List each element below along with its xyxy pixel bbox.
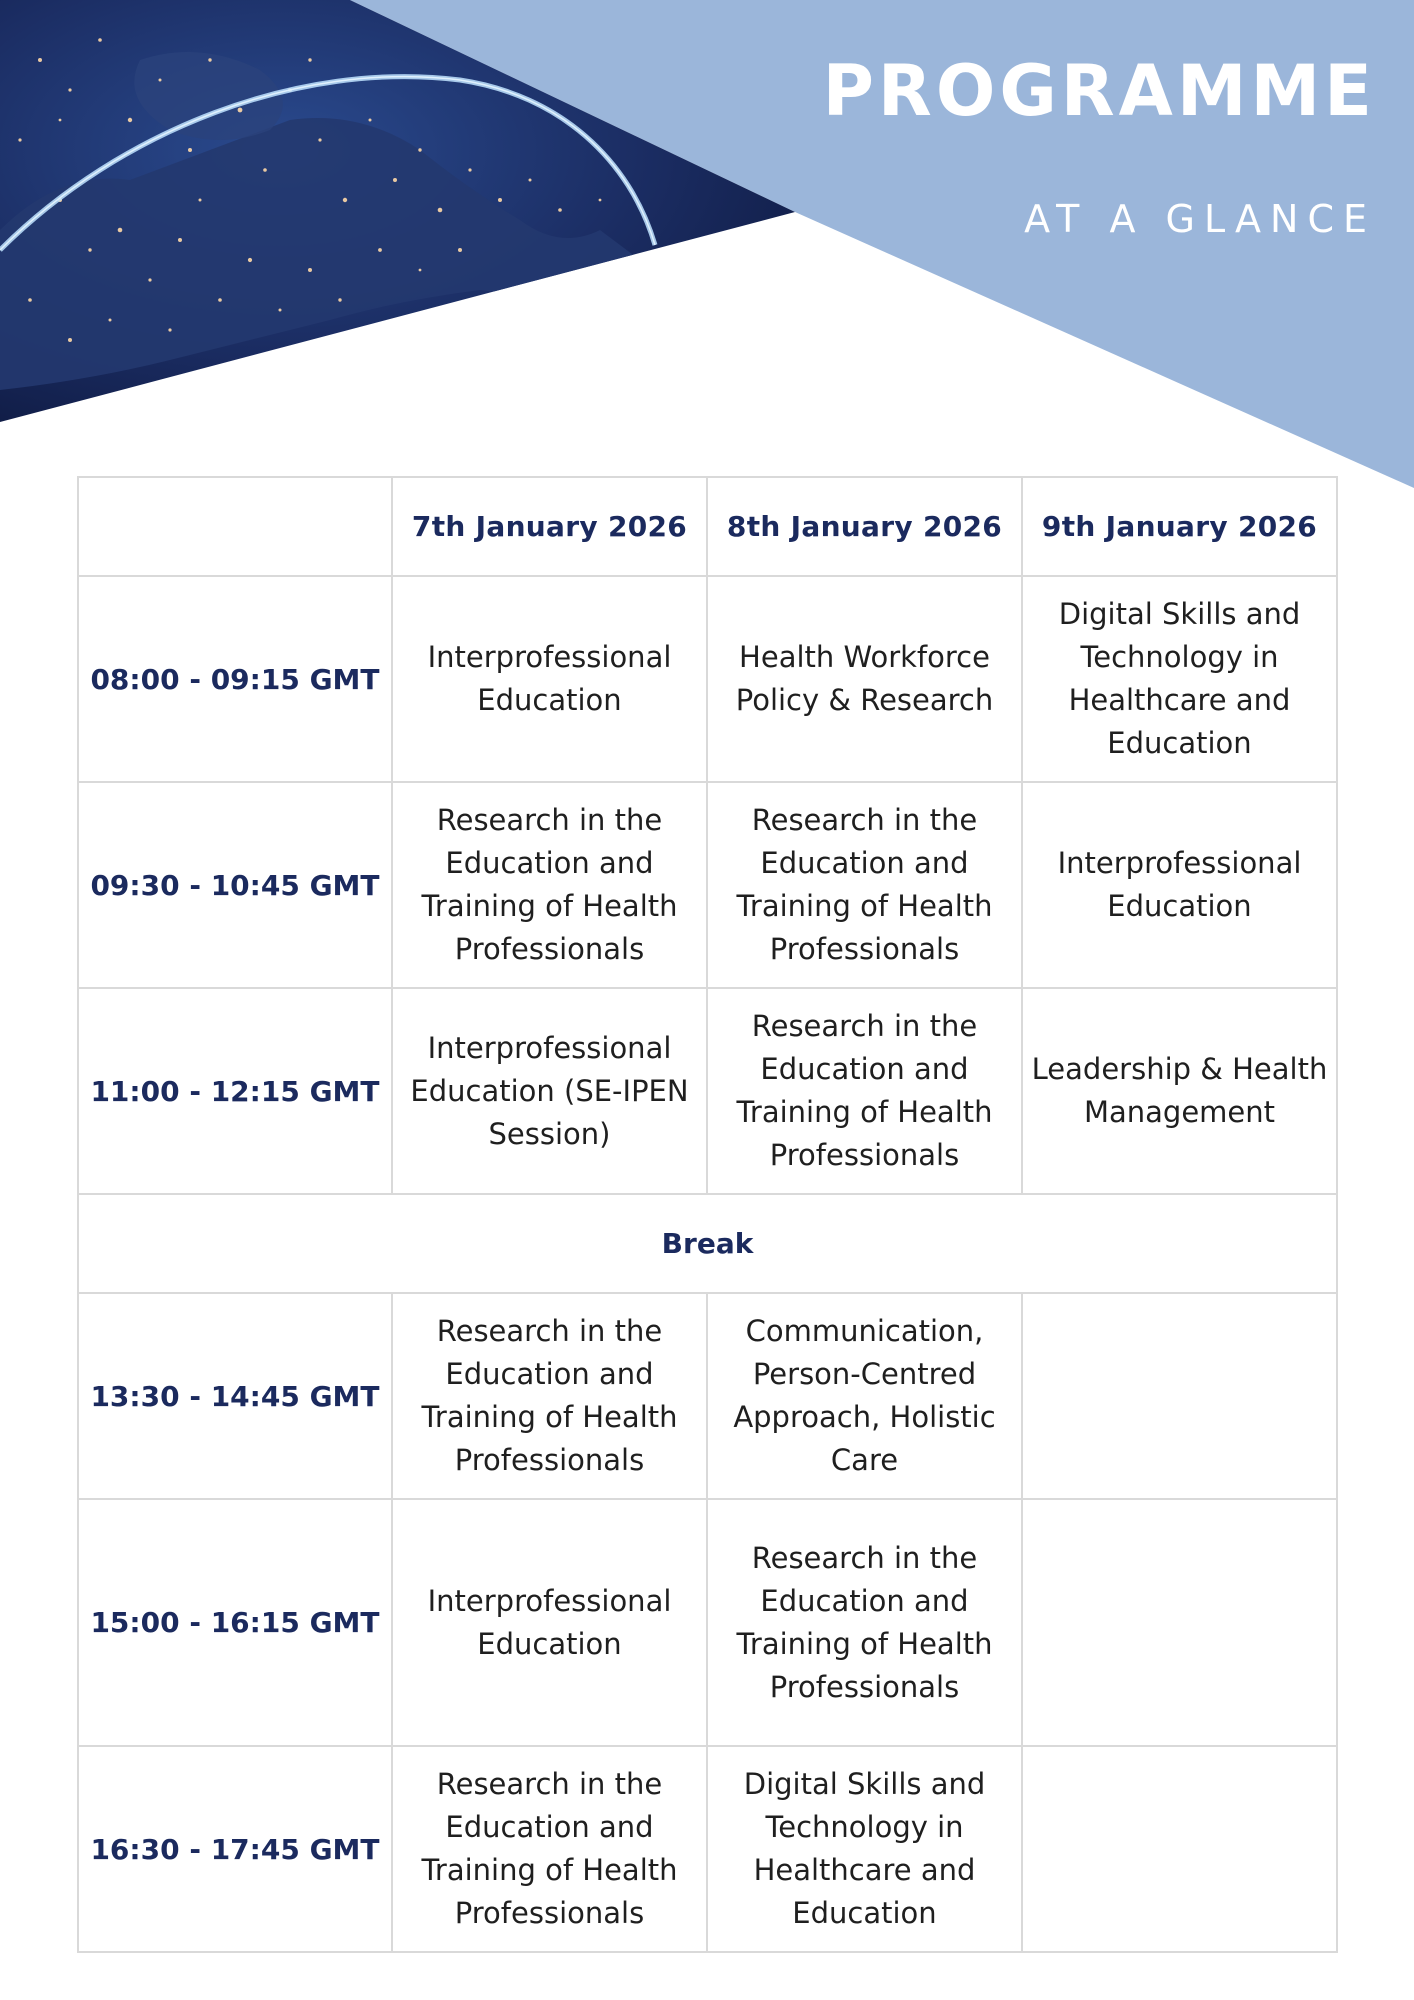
page-subtitle: AT A GLANCE	[1024, 197, 1376, 241]
break-row	[78, 1194, 1337, 1293]
session-cell: Leadership & Health Management	[1022, 988, 1337, 1194]
day-header: 8th January 2026	[707, 477, 1022, 576]
session-cell	[1022, 1746, 1337, 1952]
session-cell: Interprofessional Education (SE-IPEN Session)	[392, 988, 707, 1194]
table-row	[78, 782, 1337, 988]
session-cell: Research in the Education and Training of Health Professionals	[392, 782, 707, 988]
time-slot: 08:00 - 09:15 GMT	[78, 576, 392, 782]
time-slot: 09:30 - 10:45 GMT	[78, 782, 392, 988]
session-cell: Research in the Education and Training of Health Professionals	[392, 1293, 707, 1499]
table-header-row	[78, 477, 1337, 576]
time-slot: 13:30 - 14:45 GMT	[78, 1293, 392, 1499]
session-cell: Research in the Education and Training of Health Professionals	[707, 988, 1022, 1194]
day-header: 7th January 2026	[392, 477, 707, 576]
table-row	[78, 1293, 1337, 1499]
session-cell: Research in the Education and Training of Health Professionals	[392, 1746, 707, 1952]
time-slot: 11:00 - 12:15 GMT	[78, 988, 392, 1194]
table-row	[78, 1499, 1337, 1746]
time-slot: 15:00 - 16:15 GMT	[78, 1499, 392, 1746]
table-row	[78, 988, 1337, 1194]
session-cell: Health Workforce Policy & Research	[707, 576, 1022, 782]
session-cell: Research in the Education and Training of Health Professionals	[707, 782, 1022, 988]
session-cell: Research in the Education and Training of Health Professionals	[707, 1499, 1022, 1746]
session-cell: Interprofessional Education	[392, 576, 707, 782]
session-cell: Digital Skills and Technology in Healthcare and Education	[1022, 576, 1337, 782]
page-title: PROGRAMME	[822, 50, 1376, 132]
programme-table	[77, 476, 1338, 1953]
session-cell: Communication, Person-Centred Approach, Holistic Care	[707, 1293, 1022, 1499]
day-header: 9th January 2026	[1022, 477, 1337, 576]
session-cell: Digital Skills and Technology in Healthcare and Education	[707, 1746, 1022, 1952]
session-cell	[1022, 1293, 1337, 1499]
break-label: Break	[78, 1194, 1337, 1293]
time-column-header	[78, 477, 392, 576]
time-slot: 16:30 - 17:45 GMT	[78, 1746, 392, 1952]
table-row	[78, 1746, 1337, 1952]
session-cell	[1022, 1499, 1337, 1746]
session-cell: Interprofessional Education	[1022, 782, 1337, 988]
session-cell: Interprofessional Education	[392, 1499, 707, 1746]
table-row	[78, 576, 1337, 782]
